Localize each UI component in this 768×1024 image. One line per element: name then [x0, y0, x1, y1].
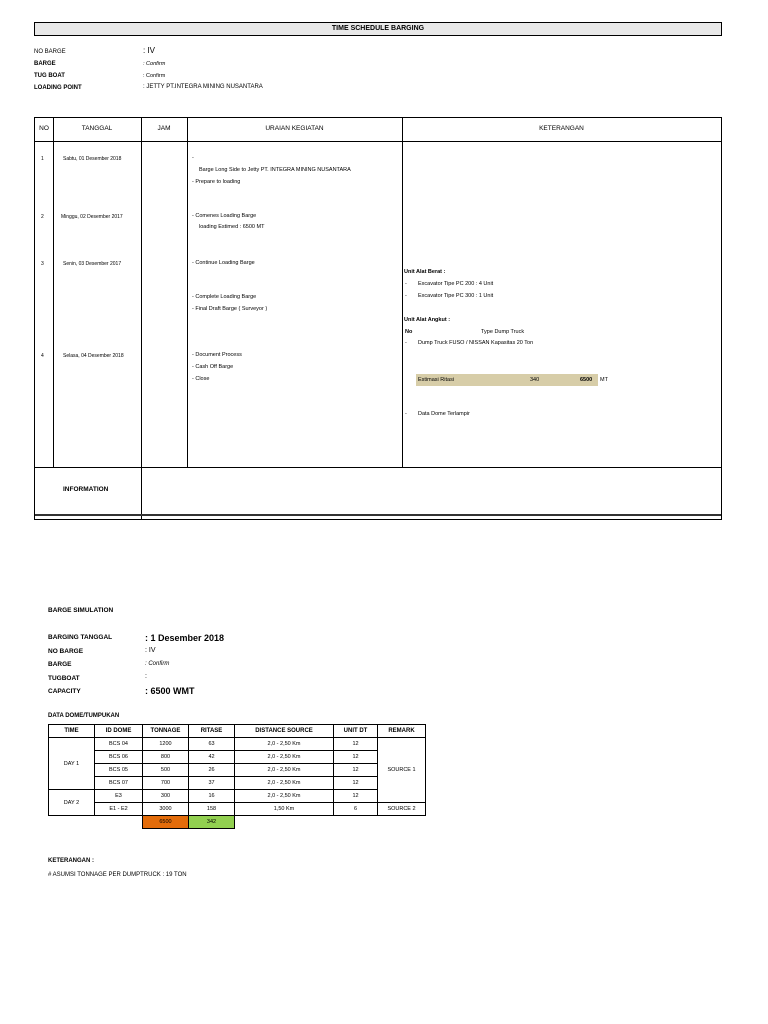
- dome-unit: 12: [334, 751, 378, 764]
- sim-no-barge-label: NO BARGE: [48, 648, 84, 655]
- angkut-no-header: No: [405, 329, 413, 335]
- row-4-line-1: - Document Process: [192, 352, 242, 358]
- alat-berat-item-1: Excavator Tipe PC 200 : 4 Unit: [418, 281, 494, 287]
- dome-distance: 2,0 - 2,50 Km: [235, 764, 334, 777]
- dome-tonnage: 3000: [143, 803, 189, 816]
- row-4-line-3: - Close: [192, 376, 210, 382]
- dome-tonnage: 800: [143, 751, 189, 764]
- table-row: [49, 751, 426, 764]
- dome-tonnage: 300: [143, 790, 189, 803]
- source-1-cell: SOURCE 1: [378, 738, 426, 803]
- alat-berat-title: Unit Alat Berat :: [404, 269, 446, 275]
- day-2-cell: DAY 2: [49, 790, 95, 816]
- row-2-no: 2: [41, 214, 44, 220]
- no-barge-label: NO BARGE: [34, 49, 66, 55]
- alat-berat-item-2: Excavator Tipe PC 300 : 1 Unit: [418, 293, 494, 299]
- header-uraian: URAIAN KEGIATAN: [265, 125, 324, 132]
- no-barge-value: : IV: [143, 46, 156, 55]
- sim-barge-value: : Confirm: [145, 661, 170, 667]
- sim-tugboat-value: :: [145, 673, 147, 680]
- dome-ritase: 26: [189, 764, 235, 777]
- row-1-no: 1: [41, 156, 44, 162]
- dome-distance: 2,0 - 2,50 Km: [235, 777, 334, 790]
- dome-tonnage: 700: [143, 777, 189, 790]
- dome-unit: 12: [334, 777, 378, 790]
- row-1-line-1: -: [192, 155, 194, 161]
- dome-ritase: 16: [189, 790, 235, 803]
- dome-id: BCS 05: [95, 764, 143, 777]
- sim-capacity-value: : 6500 WMT: [145, 686, 195, 696]
- dome-ritase: 42: [189, 751, 235, 764]
- dome-id: E3: [95, 790, 143, 803]
- row-3-tanggal: Senin, 03 Desember 2017: [63, 261, 122, 267]
- barge-value: : Confirm: [143, 61, 166, 67]
- dome-header-tonnage: TONNAGE: [143, 725, 189, 738]
- dome-table: [48, 724, 426, 829]
- sim-barge-label: BARGE: [48, 661, 72, 668]
- dome-title: DATA DOME/TUMPUKAN: [48, 713, 120, 719]
- schedule-table: [34, 117, 722, 520]
- header-tanggal: TANGGAL: [81, 125, 113, 132]
- table-row: [49, 764, 426, 777]
- dome-ritase: 37: [189, 777, 235, 790]
- tug-boat-label: TUG BOAT: [34, 73, 65, 79]
- header-keterangan: KETERANGAN: [539, 125, 584, 132]
- dome-id: BCS 07: [95, 777, 143, 790]
- total-ritase: 342: [189, 816, 235, 829]
- estimasi-unit: MT: [600, 377, 608, 383]
- data-dome-bullet: -: [405, 411, 407, 417]
- table-row: [49, 738, 426, 751]
- data-dome-note: Data Dome Terlampir: [418, 411, 470, 417]
- dome-distance: 2,0 - 2,50 Km: [235, 790, 334, 803]
- sim-tugboat-label: TUGBOAT: [48, 675, 80, 682]
- row-3-line-1: - Continue Loading Barge: [192, 260, 255, 266]
- dome-tonnage: 1200: [143, 738, 189, 751]
- dome-unit: 12: [334, 738, 378, 751]
- row-3-line-3: - Final Draft Barge ( Surveyor ): [192, 306, 268, 312]
- dome-distance: 2,0 - 2,50 Km: [235, 751, 334, 764]
- row-1-tanggal: Sabtu, 01 Desember 2018: [63, 156, 122, 162]
- day-1-cell: DAY 1: [49, 738, 95, 790]
- row-4-no: 4: [41, 353, 44, 359]
- row-4-line-2: - Cash Off Barge: [192, 364, 234, 370]
- information-label: INFORMATION: [63, 486, 109, 493]
- alat-berat-bullet-1: -: [405, 281, 407, 287]
- dome-total-row: [49, 816, 426, 829]
- sim-barging-tanggal-label: BARGING TANGGAL: [48, 634, 113, 641]
- row-4-tanggal: Selasa, 04 Desember 2018: [63, 353, 124, 359]
- row-1-line-2: Barge Long Side to Jetty PT. INTEGRA MINING NUSANTARA: [199, 167, 351, 173]
- dome-header-ritase: RITASE: [189, 725, 235, 738]
- dome-header-distance: DISTANCE SOURCE: [235, 725, 334, 738]
- dome-distance: 2,0 - 2,50 Km: [235, 738, 334, 751]
- dome-ritase: 63: [189, 738, 235, 751]
- source-2-cell: SOURCE 2: [378, 803, 426, 816]
- dome-header-time: TIME: [49, 725, 95, 738]
- barge-label: BARGE: [34, 61, 56, 67]
- dome-header-id: ID DOME: [95, 725, 143, 738]
- dome-distance: 1,50 Km: [235, 803, 334, 816]
- dome-unit: 6: [334, 803, 378, 816]
- tug-boat-value: : Confirm: [143, 73, 166, 79]
- dome-header-unit: UNIT DT: [334, 725, 378, 738]
- alat-angkut-title: Unit Alat Angkut :: [404, 317, 451, 323]
- notes-title: KETERANGAN :: [48, 858, 94, 864]
- loading-point-value: : JETTY PT.INTEGRA MINING NUSANTARA: [143, 84, 263, 90]
- header-jam: JAM: [157, 125, 171, 132]
- dome-tonnage: 500: [143, 764, 189, 777]
- dome-header-remark: REMARK: [378, 725, 426, 738]
- header-no: NO: [39, 125, 49, 132]
- dome-unit: 12: [334, 790, 378, 803]
- angkut-type-header: Type Dump Truck: [481, 329, 525, 335]
- table-row: [49, 777, 426, 790]
- simulation-title: BARGE SIMULATION: [48, 607, 114, 614]
- row-2-line-1: - Comenes Loading Barge: [192, 213, 257, 219]
- sim-barging-tanggal-value: : 1 Desember 2018: [145, 633, 225, 643]
- notes-line: # ASUMSI TONNAGE PER DUMPTRUCK : 19 TON: [48, 872, 187, 878]
- row-1-line-3: - Prepare to loading: [192, 179, 241, 185]
- angkut-bullet: -: [405, 340, 407, 346]
- table-row: [49, 803, 426, 816]
- alat-berat-bullet-2: -: [405, 293, 407, 299]
- dome-id: BCS 06: [95, 751, 143, 764]
- angkut-item: Dump Truck FUSO / NISSAN Kapasitas 20 Ton: [418, 340, 534, 346]
- dome-id: E1 - E2: [95, 803, 143, 816]
- total-tonnage: 6500: [143, 816, 189, 829]
- dome-unit: 12: [334, 764, 378, 777]
- row-2-tanggal: Minggu, 02 Desember 2017: [61, 214, 123, 220]
- sim-capacity-label: CAPACITY: [48, 688, 81, 695]
- estimasi-label: Estimasi Ritasi: [418, 377, 455, 383]
- row-3-no: 3: [41, 261, 44, 267]
- row-3-line-2: - Complete Loading Barge: [192, 294, 257, 300]
- table-row: [49, 790, 426, 803]
- row-2-line-2: loading Estimed : 6500 MT: [199, 224, 265, 230]
- dome-header-row: [49, 725, 426, 738]
- sim-no-barge-value: : IV: [145, 647, 156, 654]
- page-title: TIME SCHEDULE BARGING: [34, 22, 722, 36]
- dome-ritase: 158: [189, 803, 235, 816]
- estimasi-ritasi: 340: [530, 377, 540, 383]
- loading-point-label: LOADING POINT: [34, 85, 82, 91]
- estimasi-tonnage: 6500: [580, 377, 593, 383]
- dome-id: BCS 04: [95, 738, 143, 751]
